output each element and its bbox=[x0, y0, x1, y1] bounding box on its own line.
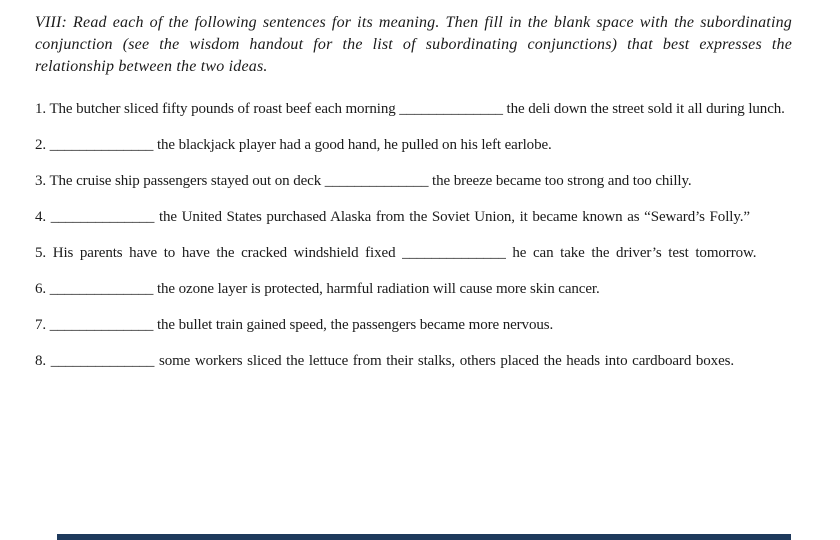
sentence-item-8 bbox=[35, 349, 792, 373]
item-number: 5. bbox=[35, 245, 47, 261]
item-text: ______________ the ozone layer is protected, harmful radiation will cause more skin cancer. bbox=[49, 281, 600, 297]
item-number: 4. bbox=[35, 209, 47, 225]
instructions-text: VIII: Read each of the following sentences for its meaning. Then fill in the blank space with the subordinating conjunction (see the wisdom handout for the list of subordinating conjunctions) that best expresses the relationship between the two ideas. bbox=[35, 14, 792, 75]
item-number: 8. bbox=[35, 353, 47, 369]
sentence-item-4 bbox=[35, 205, 792, 229]
item-text: ______________ the blackjack player had a good hand, he pulled on his left earlobe. bbox=[49, 137, 552, 153]
item-text: ______________ the United States purchased Alaska from the Soviet Union, it became known as “Seward’s Folly.” bbox=[50, 209, 750, 225]
item-text: His parents have to have the cracked windshield fixed ______________ he can take the driver’s test tomorrow. bbox=[52, 245, 757, 261]
sentence-item-6 bbox=[35, 277, 792, 301]
item-text: The cruise ship passengers stayed out on deck ______________ the breeze became too strong and too chilly. bbox=[49, 173, 692, 189]
sentence-item-2 bbox=[35, 133, 792, 157]
item-number: 7. bbox=[35, 317, 47, 333]
item-text: The butcher sliced fifty pounds of roast beef each morning ______________ the deli down the street sold it all during lunch. bbox=[49, 101, 785, 117]
item-number: 6. bbox=[35, 281, 47, 297]
sentence-item-5 bbox=[35, 241, 792, 265]
item-number: 1. bbox=[35, 101, 47, 117]
bottom-bar bbox=[57, 534, 791, 540]
sentence-item-7 bbox=[35, 313, 792, 337]
item-text: ______________ the bullet train gained speed, the passengers became more nervous. bbox=[49, 317, 554, 333]
item-number: 2. bbox=[35, 137, 47, 153]
sentence-item-1 bbox=[35, 97, 792, 121]
sentence-item-3 bbox=[35, 169, 792, 193]
item-number: 3. bbox=[35, 173, 47, 189]
item-text: ______________ some workers sliced the lettuce from their stalks, others placed the heads into cardboard boxes. bbox=[50, 353, 735, 369]
